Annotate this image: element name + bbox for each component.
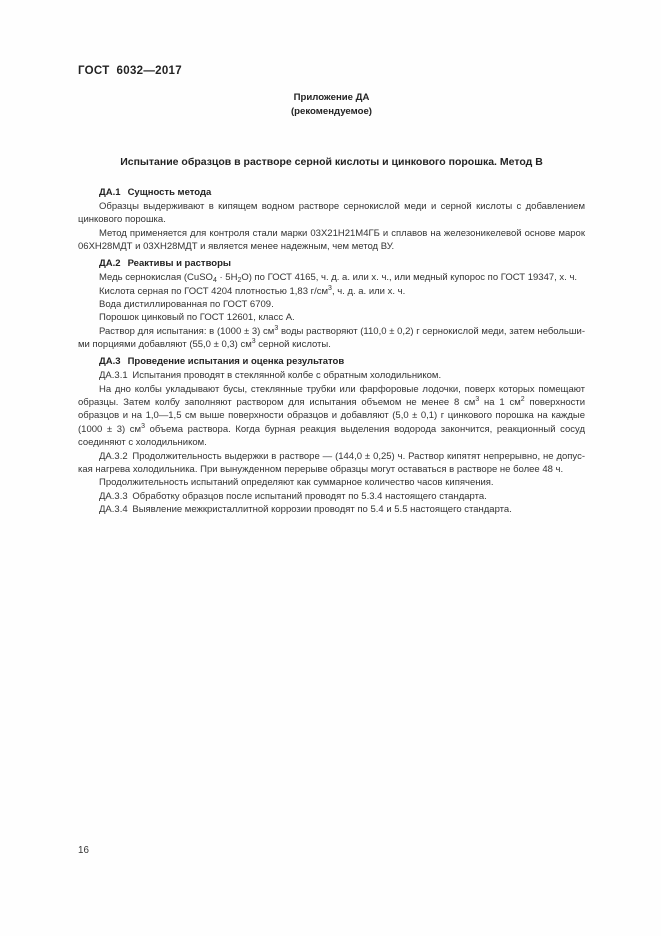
paragraph: Метод применяется для контроля стали марки 03Х21Н21М4ГБ и сплавов на железоникелевой основе марок 06ХН28МДТ и 03ХН28МДТ и является менее надежным, чем метод ВУ. <box>78 227 585 253</box>
section-title: Реактивы и растворы <box>127 258 232 270</box>
section-paragraphs <box>78 271 585 351</box>
appendix-header <box>78 91 585 119</box>
paragraph: ДА.3.2 Продолжительность выдержки в растворе — (144,0 ± 0,25) ч. Раствор кипятят непрерывно, не допуская нагрева холодильника. При вынужденном перерыве образцы могут оставаться в растворе не более 48 ч. <box>78 450 585 475</box>
paragraph: Медь сернокислая (CuSO$_4$ · $5H_2O$) по ГОСТ 4165, ч. д. а. или х. ч., или медный купорос по ГОСТ 19347, х. ч. <box>99 272 578 285</box>
doc-code: ГОСТ 6032—2017 <box>78 65 182 77</box>
section-number: ДА.3 <box>99 356 121 368</box>
paragraph: ДА.3.4 Выявление межкристаллитной коррозии проводят по 5.4 и 5.5 настоящего стандарта. <box>99 503 512 515</box>
section <box>78 257 585 351</box>
section-heading <box>99 355 585 369</box>
section-title: Сущность метода <box>127 187 212 198</box>
paragraph: Образцы выдерживают в кипящем водном растворе сернокислой меди и серной кислоты с добавлением цинкового порошка. <box>78 201 585 226</box>
paragraph: Вода дистиллированная по ГОСТ 6709. <box>99 299 274 311</box>
section-number: ДА.1 <box>99 187 121 198</box>
section <box>78 186 585 253</box>
section-heading <box>99 257 585 271</box>
paragraph: Продолжительность испытаний определяют как суммарное количество часов кипячения. <box>99 477 494 489</box>
page-number: 16 <box>78 845 89 856</box>
paragraph: Раствор для испытания: в (1000 ± 3) $см^3$ воды растворяют (110,0 ± 0,2) г сернокислой меди, затем небольшими порциями добавляют (55,0 ± 0,3) $см^3$ серной кислоты. <box>78 324 585 351</box>
paragraph: На дно колбы укладывают бусы, стеклянные трубки или фарфоровые лодочки, поверх которых помещают образцы. Затем колбу заполняют раствором для испытания объемом не менее 8 $см^3$ на 1 $см^2$ поверхности образцов и на 1,0—1,5 см выше поверхности образцов и добавляют (5,0 ± 0,1) г цинкового порошка на каждые (1000 ± 3) $см^3$ объема раствора. Когда бурная реакция выделения водорода закончится, реакционный сосуд соединяют с холодильником. <box>78 383 586 449</box>
section-paragraphs <box>78 200 585 253</box>
paragraph: ДА.3.3 Обработку образцов после испытаний проводят по 5.3.4 настоящего стандарта. <box>99 490 487 502</box>
section-number: ДА.2 <box>99 258 121 270</box>
appendix-title: Испытание образцов в растворе серной кислоты и цинкового порошка. Метод В <box>120 156 543 168</box>
section-title: Проведение испытания и оценка результатов <box>127 356 345 368</box>
appendix-label: Приложение ДА <box>293 92 370 103</box>
section <box>78 355 585 516</box>
section-paragraphs <box>78 369 585 516</box>
paragraph: Порошок цинковый по ГОСТ 12601, класс А. <box>99 312 295 324</box>
sections <box>78 182 585 516</box>
appendix-note: (рекомендуемое) <box>290 106 372 117</box>
paragraph: Кислота серная по ГОСТ 4204 плотностью 1,83 $г/см^3$, ч. д. а. или х. ч. <box>99 284 406 297</box>
paragraph: ДА.3.1 Испытания проводят в стеклянной колбе с обратным холодильником. <box>99 370 442 382</box>
section-heading <box>99 186 585 200</box>
